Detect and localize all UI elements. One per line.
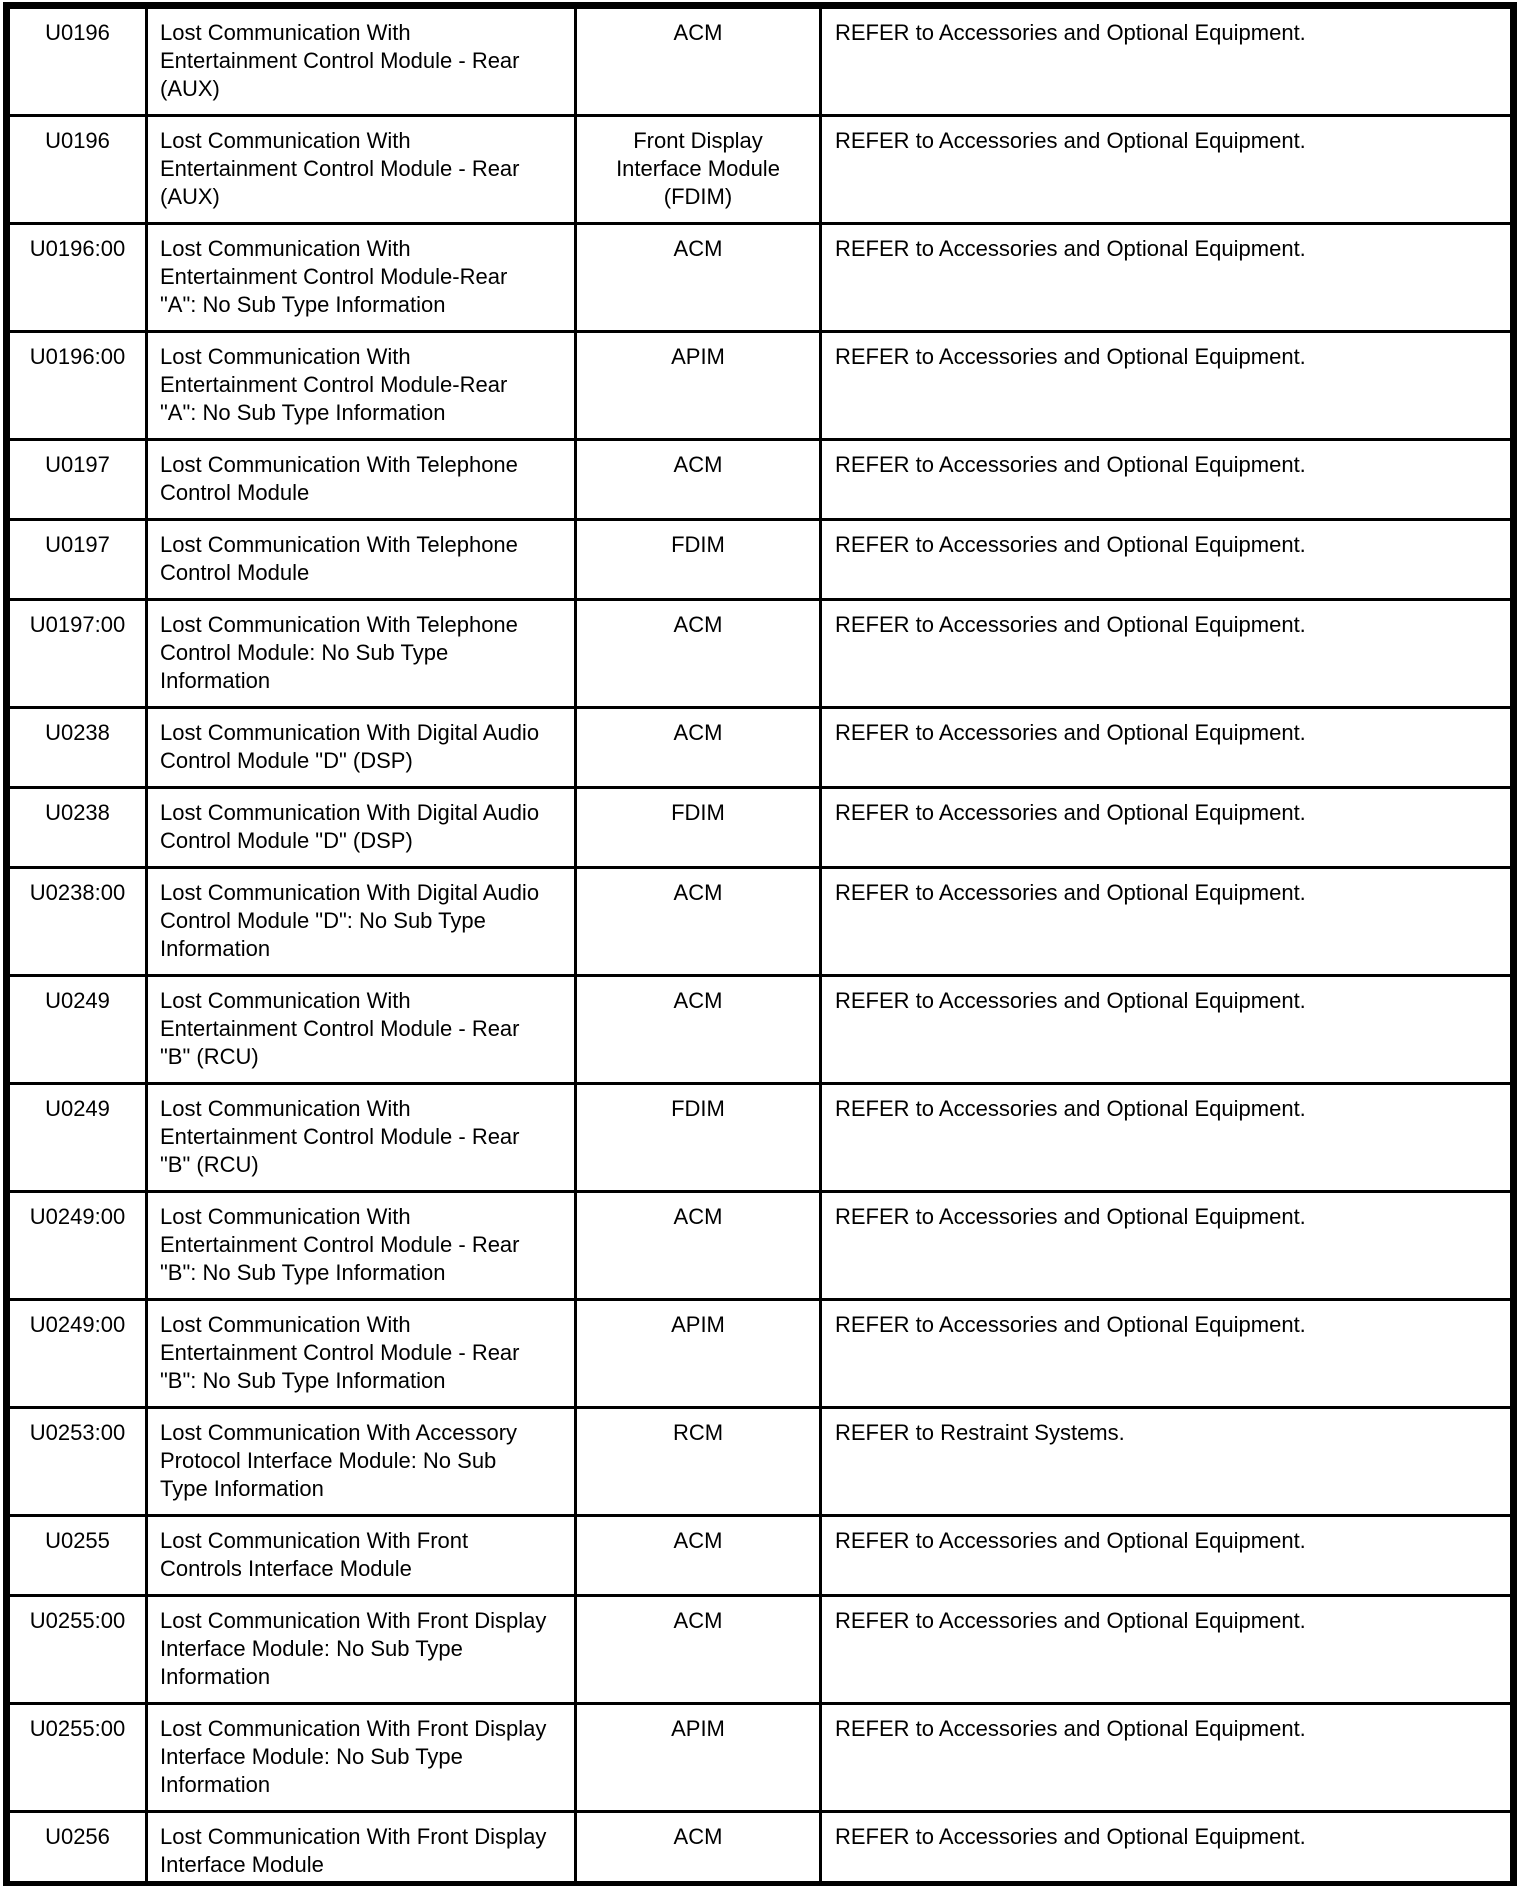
description-cell: Lost Communication With Entertainment Control Module - Rear "B": No Sub Type Information — [147, 1300, 576, 1408]
action-cell: REFER to Accessories and Optional Equipment. — [821, 1596, 1514, 1704]
description-cell: Lost Communication With Digital Audio Control Module "D" (DSP) — [147, 708, 576, 788]
dtc-table-body — [7, 6, 1514, 1885]
dtc-code-cell: U0255 — [7, 1516, 147, 1596]
table-row — [7, 1704, 1514, 1812]
module-cell: RCM — [576, 1408, 821, 1516]
module-cell: ACM — [576, 600, 821, 708]
table-row — [7, 332, 1514, 440]
description-cell: Lost Communication With Telephone Control Module — [147, 520, 576, 600]
dtc-code-cell: U0255:00 — [7, 1704, 147, 1812]
dtc-code-cell: U0196:00 — [7, 224, 147, 332]
dtc-code-cell: U0249 — [7, 976, 147, 1084]
action-cell: REFER to Accessories and Optional Equipment. — [821, 116, 1514, 224]
action-cell: REFER to Accessories and Optional Equipment. — [821, 1704, 1514, 1812]
table-row — [7, 976, 1514, 1084]
module-cell: ACM — [576, 6, 821, 116]
table-row — [7, 1300, 1514, 1408]
dtc-code-cell: U0238:00 — [7, 868, 147, 976]
table-row — [7, 520, 1514, 600]
module-cell: APIM — [576, 1300, 821, 1408]
module-cell: ACM — [576, 224, 821, 332]
action-cell: REFER to Accessories and Optional Equipment. — [821, 600, 1514, 708]
description-cell: Lost Communication With Telephone Control Module — [147, 440, 576, 520]
module-cell: ACM — [576, 868, 821, 976]
dtc-code-cell: U0255:00 — [7, 1596, 147, 1704]
module-cell: ACM — [576, 1192, 821, 1300]
dtc-code-cell: U0197 — [7, 440, 147, 520]
action-cell: REFER to Accessories and Optional Equipment. — [821, 868, 1514, 976]
dtc-code-cell: U0249 — [7, 1084, 147, 1192]
description-cell: Lost Communication With Telephone Control Module: No Sub Type Information — [147, 600, 576, 708]
module-cell: FDIM — [576, 788, 821, 868]
action-cell: REFER to Accessories and Optional Equipment. — [821, 6, 1514, 116]
action-cell: REFER to Accessories and Optional Equipment. — [821, 1516, 1514, 1596]
dtc-code-cell: U0196:00 — [7, 332, 147, 440]
dtc-code-cell: U0196 — [7, 116, 147, 224]
table-row — [7, 708, 1514, 788]
dtc-index-table — [3, 2, 1517, 1886]
dtc-code-cell: U0249:00 — [7, 1192, 147, 1300]
module-cell: ACM — [576, 708, 821, 788]
module-cell: ACM — [576, 976, 821, 1084]
table-row — [7, 1516, 1514, 1596]
module-cell: ACM — [576, 1596, 821, 1704]
action-cell: REFER to Accessories and Optional Equipment. — [821, 332, 1514, 440]
table-row — [7, 788, 1514, 868]
action-cell: REFER to Restraint Systems. — [821, 1408, 1514, 1516]
module-cell: ACM — [576, 1516, 821, 1596]
action-cell: REFER to Accessories and Optional Equipment. — [821, 224, 1514, 332]
description-cell: Lost Communication With Digital Audio Control Module "D" (DSP) — [147, 788, 576, 868]
module-cell: Front Display Interface Module (FDIM) — [576, 116, 821, 224]
dtc-code-cell: U0253:00 — [7, 1408, 147, 1516]
dtc-code-cell: U0196 — [7, 6, 147, 116]
description-cell: Lost Communication With Front Display Interface Module: No Sub Type Information — [147, 1596, 576, 1704]
dtc-code-cell: U0238 — [7, 708, 147, 788]
table-row — [7, 1084, 1514, 1192]
description-cell: Lost Communication With Front Controls Interface Module — [147, 1516, 576, 1596]
action-cell: REFER to Accessories and Optional Equipment. — [821, 440, 1514, 520]
dtc-code-cell: U0197 — [7, 520, 147, 600]
table-row — [7, 600, 1514, 708]
table-row — [7, 868, 1514, 976]
table-row — [7, 116, 1514, 224]
module-cell: ACM — [576, 1812, 821, 1885]
description-cell: Lost Communication With Entertainment Control Module-Rear "A": No Sub Type Information — [147, 224, 576, 332]
table-row — [7, 1408, 1514, 1516]
description-cell: Lost Communication With Entertainment Control Module - Rear "B" (RCU) — [147, 976, 576, 1084]
description-cell: Lost Communication With Accessory Protocol Interface Module: No Sub Type Information — [147, 1408, 576, 1516]
dtc-code-cell: U0238 — [7, 788, 147, 868]
action-cell: REFER to Accessories and Optional Equipment. — [821, 1084, 1514, 1192]
description-cell: Lost Communication With Entertainment Control Module - Rear (AUX) — [147, 116, 576, 224]
description-cell: Lost Communication With Entertainment Control Module - Rear (AUX) — [147, 6, 576, 116]
module-cell: APIM — [576, 332, 821, 440]
table-row — [7, 1596, 1514, 1704]
action-cell: REFER to Accessories and Optional Equipment. — [821, 1192, 1514, 1300]
action-cell: REFER to Accessories and Optional Equipment. — [821, 1300, 1514, 1408]
table-row — [7, 6, 1514, 116]
description-cell: Lost Communication With Front Display Interface Module — [147, 1812, 576, 1885]
dtc-code-cell: U0256 — [7, 1812, 147, 1885]
action-cell: REFER to Accessories and Optional Equipment. — [821, 788, 1514, 868]
action-cell: REFER to Accessories and Optional Equipment. — [821, 520, 1514, 600]
description-cell: Lost Communication With Entertainment Control Module-Rear "A": No Sub Type Information — [147, 332, 576, 440]
module-cell: ACM — [576, 440, 821, 520]
dtc-code-cell: U0197:00 — [7, 600, 147, 708]
table-row — [7, 1192, 1514, 1300]
description-cell: Lost Communication With Entertainment Control Module - Rear "B": No Sub Type Information — [147, 1192, 576, 1300]
description-cell: Lost Communication With Digital Audio Control Module "D": No Sub Type Information — [147, 868, 576, 976]
table-row — [7, 1812, 1514, 1885]
description-cell: Lost Communication With Entertainment Control Module - Rear "B" (RCU) — [147, 1084, 576, 1192]
action-cell: REFER to Accessories and Optional Equipment. — [821, 976, 1514, 1084]
action-cell: REFER to Accessories and Optional Equipment. — [821, 708, 1514, 788]
table-row — [7, 224, 1514, 332]
module-cell: APIM — [576, 1704, 821, 1812]
document-page — [0, 2, 1520, 1886]
table-row — [7, 440, 1514, 520]
module-cell: FDIM — [576, 1084, 821, 1192]
dtc-code-cell: U0249:00 — [7, 1300, 147, 1408]
description-cell: Lost Communication With Front Display Interface Module: No Sub Type Information — [147, 1704, 576, 1812]
module-cell: FDIM — [576, 520, 821, 600]
action-cell: REFER to Accessories and Optional Equipment. — [821, 1812, 1514, 1885]
